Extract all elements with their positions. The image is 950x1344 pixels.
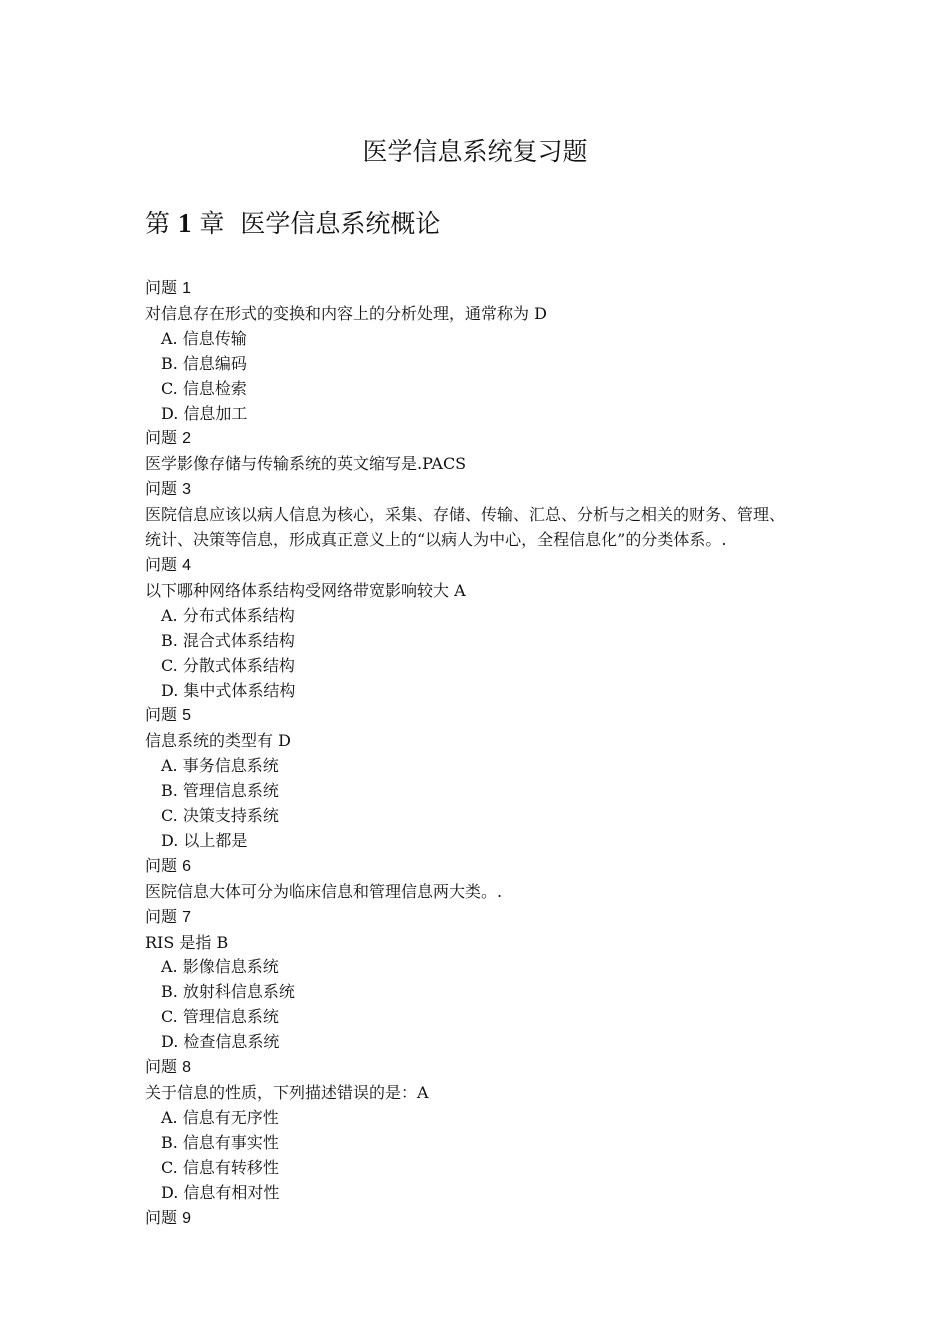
question-number: 2 [182, 430, 192, 448]
answer-option: C. 管理信息系统 [161, 1007, 279, 1027]
question-text-continued: 统计、决策等信息，形成真正意义上的“以病人为中心，全程信息化”的分类体系。. [145, 530, 727, 550]
question-number: 8 [182, 1059, 192, 1077]
question-label-text: 问题 [145, 428, 178, 448]
chapter-prefix: 第 [145, 209, 171, 238]
question-label [145, 905, 835, 931]
answer-option: A. 事务信息系统 [161, 756, 279, 776]
answer-option: A. 分布式体系结构 [161, 605, 295, 625]
answer-option: C. 信息检索 [161, 378, 247, 398]
answer-option: B. 信息编码 [161, 353, 247, 373]
question-text: 信息系统的类型有 D [145, 731, 291, 751]
question-number: 6 [182, 857, 192, 875]
question-label [145, 553, 835, 579]
question-label [145, 426, 835, 452]
question-label-text: 问题 [145, 1207, 178, 1227]
answer-option: B. 放射科信息系统 [161, 982, 295, 1002]
question-label [145, 703, 835, 729]
question-label-text: 问题 [145, 1057, 178, 1077]
question-label [145, 1206, 835, 1232]
answer-option: B. 混合式体系结构 [161, 630, 295, 650]
chapter-number: 1 [177, 208, 192, 238]
question-label-text: 问题 [145, 855, 178, 875]
question-number: 4 [182, 556, 192, 574]
question-text: 以下哪种网络体系结构受网络带宽影响较大 A [145, 580, 466, 600]
answer-option: C. 分散式体系结构 [161, 655, 295, 675]
answer-option: C. 决策支持系统 [161, 806, 279, 826]
chapter-heading [145, 203, 440, 244]
question-label [145, 477, 835, 503]
question-number: 5 [182, 707, 192, 725]
question-label-text: 问题 [145, 479, 178, 499]
question-label-text: 问题 [145, 906, 178, 926]
question-label [145, 276, 835, 302]
answer-option: A. 信息传输 [161, 328, 247, 348]
question-text: 关于信息的性质，下列描述错误的是：A [145, 1083, 429, 1102]
answer-option: B. 信息有事实性 [161, 1132, 279, 1152]
question-number: 3 [182, 481, 192, 499]
question-number: 9 [182, 1209, 192, 1227]
question-number: 7 [182, 908, 192, 926]
question-label-text: 问题 [145, 554, 178, 574]
answer-option: D. 以上都是 [161, 830, 248, 850]
document-title: 医学信息系统复习题 [362, 137, 588, 166]
question-text: 医学影像存储与传输系统的英文缩写是.PACS [145, 454, 467, 474]
answer-option: B. 管理信息系统 [161, 781, 279, 801]
question-label [145, 1055, 835, 1081]
answer-option: A. 信息有无序性 [161, 1107, 279, 1127]
question-label [145, 854, 835, 880]
answer-option: A. 影像信息系统 [161, 957, 279, 977]
question-label-text: 问题 [145, 705, 178, 725]
question-text: RIS 是指 B [145, 932, 229, 952]
chapter-suffix: 章 [199, 209, 225, 238]
question-label-text: 问题 [145, 278, 178, 297]
question-text: 医院信息大体可分为临床信息和管理信息两大类。. [145, 881, 503, 901]
answer-option: D. 检查信息系统 [161, 1032, 280, 1052]
answer-option: D. 信息有相对性 [161, 1182, 280, 1202]
answer-option: C. 信息有转移性 [161, 1157, 279, 1177]
question-text: 对信息存在形式的变换和内容上的分析处理，通常称为 D [145, 303, 547, 323]
question-text: 医院信息应该以病人信息为核心，采集、存储、传输、汇总、分析与之相关的财务、管理、 [145, 505, 786, 525]
answer-option: D. 信息加工 [161, 403, 248, 423]
answer-option: D. 集中式体系结构 [161, 680, 296, 700]
chapter-name: 医学信息系统概论 [240, 209, 441, 238]
question-number: 1 [182, 280, 192, 297]
question-list [145, 276, 835, 1231]
